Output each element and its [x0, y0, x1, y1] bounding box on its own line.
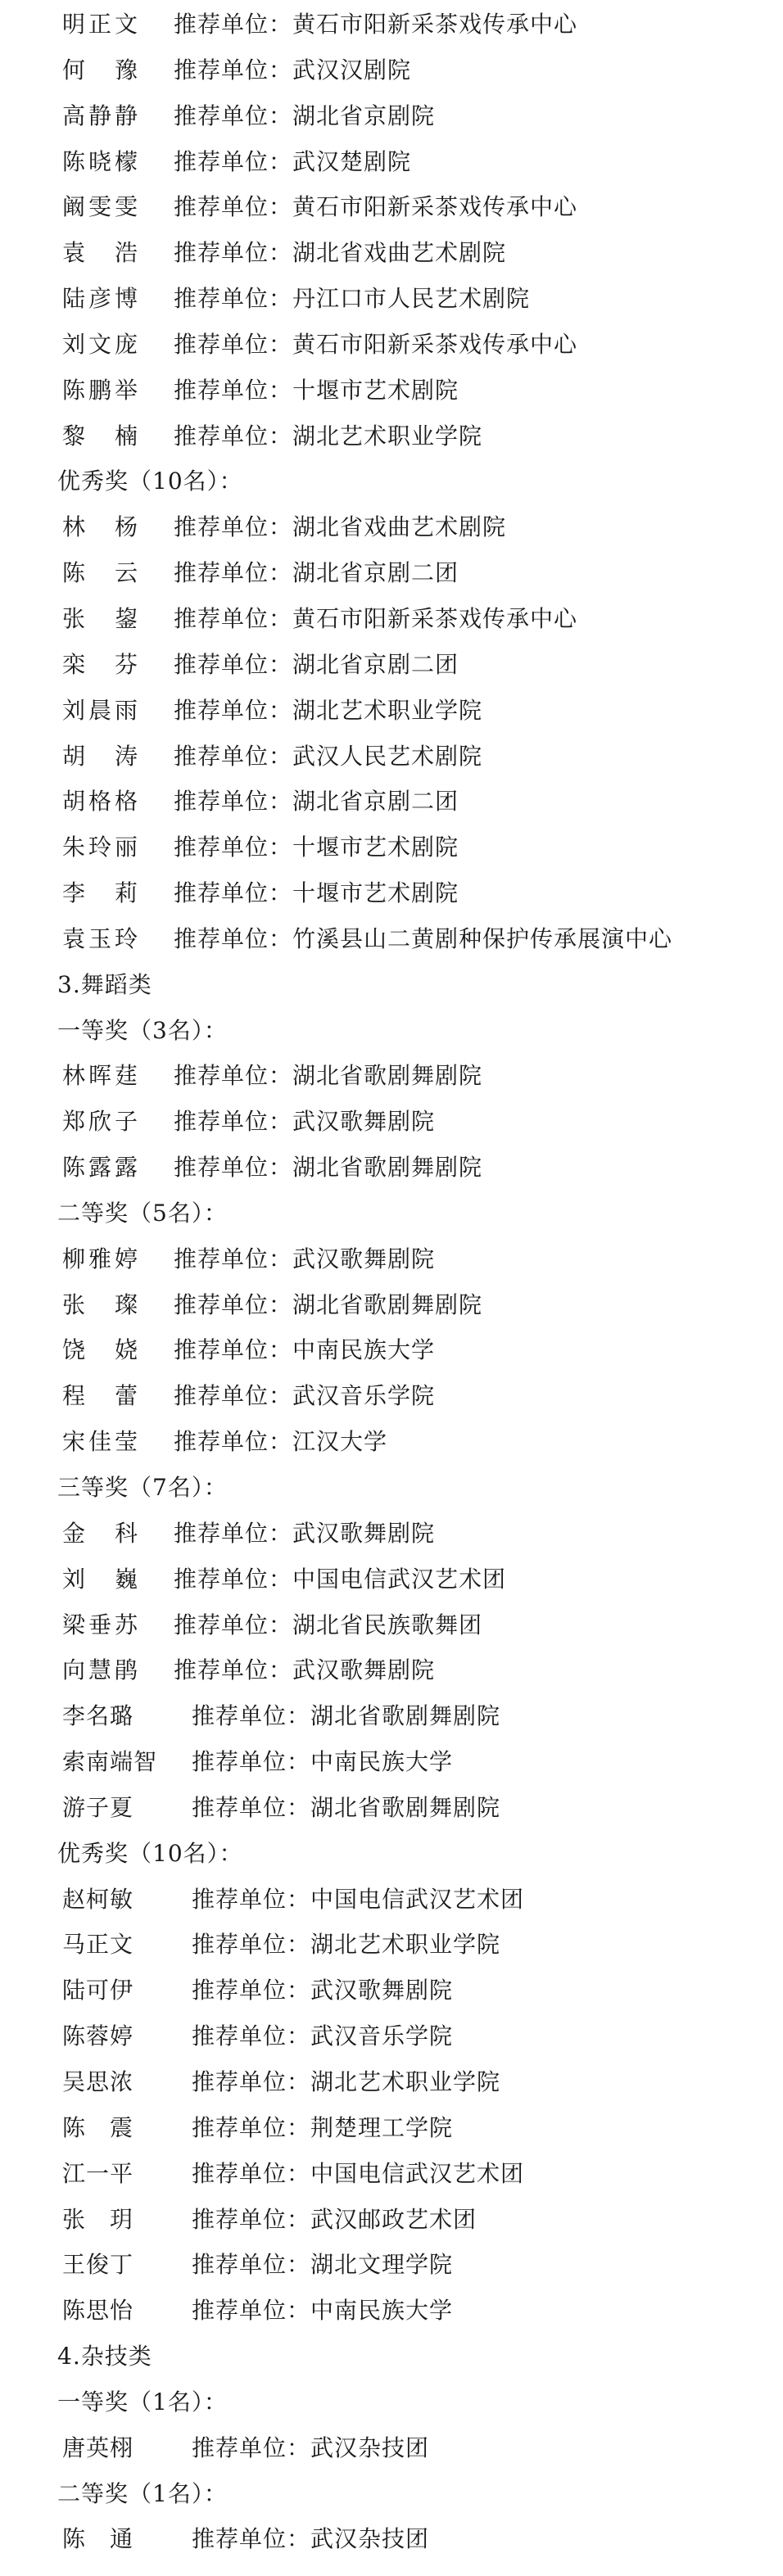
- recommending-unit: 武汉歌舞剧院: [292, 1245, 436, 1272]
- award-entry: [0, 1602, 783, 1648]
- winner-name: 刘文庞: [62, 330, 142, 358]
- award-entry: [0, 2105, 783, 2151]
- section-heading: 一等奖（1名）：: [57, 2388, 228, 2416]
- winner-name: 朱玲丽: [62, 834, 142, 861]
- winner-name: 梁垂苏: [62, 1611, 142, 1638]
- award-entry: [0, 1099, 783, 1145]
- award-entry: [0, 2197, 783, 2243]
- winner-name: 李 莉: [62, 879, 142, 907]
- recommending-unit-label: 推荐单位：: [174, 1519, 293, 1547]
- award-entry: [0, 1785, 783, 1831]
- recommending-unit: 武汉音乐学院: [310, 2022, 454, 2050]
- recommending-unit: 武汉汉剧院: [292, 56, 412, 84]
- recommending-unit-label: 推荐单位：: [174, 1108, 293, 1136]
- section-heading: 二等奖（1名）：: [57, 2479, 228, 2507]
- recommending-unit-label: 推荐单位：: [192, 2068, 311, 2095]
- recommending-unit: 武汉歌舞剧院: [292, 1108, 436, 1136]
- recommending-unit-label: 推荐单位：: [174, 1336, 293, 1364]
- recommending-unit-label: 推荐单位：: [174, 1382, 293, 1410]
- award-entry: [0, 1968, 783, 2013]
- recommending-unit: 湖北艺术职业学院: [292, 422, 483, 450]
- award-entry: [0, 1053, 783, 1099]
- recommending-unit: 黄石市阳新采茶戏传承中心: [292, 193, 578, 221]
- recommending-unit: 武汉歌舞剧院: [292, 1656, 436, 1684]
- recommending-unit: 黄石市阳新采茶戏传承中心: [292, 11, 578, 38]
- winner-name: 刘晨雨: [62, 696, 142, 724]
- recommending-unit-label: 推荐单位：: [174, 696, 293, 724]
- recommending-unit: 湖北省京剧二团: [292, 788, 459, 816]
- recommending-unit: 武汉人民艺术剧院: [292, 742, 483, 770]
- recommending-unit: 中南民族大学: [292, 1336, 436, 1364]
- award-entry: [0, 322, 783, 368]
- award-entry: [0, 779, 783, 825]
- winner-name: 阚雯雯: [62, 193, 142, 221]
- award-entry: [0, 870, 783, 916]
- winner-name: 陆彦博: [62, 285, 142, 313]
- winner-name: 栾 芬: [62, 650, 142, 678]
- recommending-unit-label: 推荐单位：: [174, 239, 293, 267]
- winner-name: 李名璐: [62, 1702, 134, 1730]
- award-entry: [0, 596, 783, 642]
- recommending-unit-label: 推荐单位：: [174, 56, 293, 84]
- winner-name: 张 玥: [62, 2205, 134, 2233]
- recommending-unit-label: 推荐单位：: [192, 2205, 311, 2233]
- award-entry: [0, 139, 783, 185]
- award-entry: [0, 1373, 783, 1419]
- recommending-unit-label: 推荐单位：: [192, 1748, 311, 1776]
- recommending-unit: 湖北艺术职业学院: [310, 1931, 501, 1959]
- recommending-unit-label: 推荐单位：: [192, 2113, 311, 2141]
- award-entry: [0, 2059, 783, 2105]
- recommending-unit-label: 推荐单位：: [192, 2297, 311, 2325]
- recommending-unit-label: 推荐单位：: [192, 2434, 311, 2461]
- award-entry: [0, 414, 783, 459]
- winner-name: 刘 巍: [62, 1565, 142, 1593]
- recommending-unit-label: 推荐单位：: [192, 2022, 311, 2050]
- winner-name: 陈晓檬: [62, 147, 142, 175]
- recommending-unit-label: 推荐单位：: [174, 193, 293, 221]
- recommending-unit: 武汉歌舞剧院: [292, 1519, 436, 1547]
- recommending-unit: 十堰市艺术剧院: [292, 834, 459, 861]
- winner-name: 陈 震: [62, 2113, 134, 2141]
- award-entry: [0, 1739, 783, 1785]
- winner-name: 陆可伊: [62, 1977, 134, 2004]
- recommending-unit: 湖北省歌剧舞剧院: [292, 1154, 483, 1182]
- award-entry: [0, 1419, 783, 1465]
- recommending-unit: 武汉音乐学院: [292, 1382, 436, 1410]
- winner-name: 陈鹏举: [62, 376, 142, 404]
- winner-name: 吴思浓: [62, 2068, 134, 2095]
- winner-name: 向慧鹃: [62, 1656, 142, 1684]
- award-entry: [0, 550, 783, 596]
- award-entry: [0, 1557, 783, 1602]
- award-entry: [0, 642, 783, 688]
- award-entry: [0, 2516, 783, 2562]
- recommending-unit: 湖北省京剧二团: [292, 559, 459, 587]
- recommending-unit: 荆楚理工学院: [310, 2113, 454, 2141]
- award-entry: [0, 2288, 783, 2334]
- winner-name: 明正文: [62, 11, 142, 38]
- recommending-unit: 武汉邮政艺术团: [310, 2205, 477, 2233]
- recommending-unit-label: 推荐单位：: [174, 1656, 293, 1684]
- recommending-unit: 黄石市阳新采茶戏传承中心: [292, 604, 578, 632]
- recommending-unit-label: 推荐单位：: [174, 834, 293, 861]
- recommending-unit-label: 推荐单位：: [192, 2159, 311, 2187]
- winner-name: 胡格格: [62, 788, 142, 816]
- award-entry: [0, 1236, 783, 1282]
- winner-name: 柳雅婷: [62, 1245, 142, 1272]
- winner-name: 张 璨: [62, 1290, 142, 1318]
- award-entry: [0, 2425, 783, 2471]
- section-heading: 优秀奖（10名）：: [57, 1839, 243, 1867]
- winner-name: 陈 云: [62, 559, 142, 587]
- recommending-unit: 湖北省戏曲艺术剧院: [292, 239, 507, 267]
- recommending-unit-label: 推荐单位：: [192, 1885, 311, 1913]
- recommending-unit: 武汉楚剧院: [292, 147, 412, 175]
- recommending-unit: 中国电信武汉艺术团: [310, 2159, 525, 2187]
- winner-name: 江一平: [62, 2159, 134, 2187]
- recommending-unit-label: 推荐单位：: [174, 285, 293, 313]
- recommending-unit: 湖北艺术职业学院: [292, 696, 483, 724]
- recommending-unit-label: 推荐单位：: [174, 559, 293, 587]
- winner-name: 袁玉玲: [62, 924, 142, 952]
- winner-name: 唐英栩: [62, 2434, 134, 2461]
- recommending-unit: 湖北艺术职业学院: [310, 2068, 501, 2095]
- recommending-unit-label: 推荐单位：: [192, 2251, 311, 2279]
- recommending-unit: 中南民族大学: [310, 2297, 454, 2325]
- award-entry: [0, 2, 783, 47]
- recommending-unit: 湖北省戏曲艺术剧院: [292, 513, 507, 541]
- winner-name: 陈蓉婷: [62, 2022, 134, 2050]
- winner-name: 马正文: [62, 1931, 134, 1959]
- award-entry: [0, 2151, 783, 2197]
- recommending-unit: 武汉歌舞剧院: [310, 1977, 454, 2004]
- winner-name: 何 豫: [62, 56, 142, 84]
- winner-name: 高静静: [62, 102, 142, 129]
- recommending-unit: 湖北省民族歌舞团: [292, 1611, 483, 1638]
- recommending-unit: 湖北省京剧院: [292, 102, 436, 129]
- winner-name: 林晖莛: [62, 1062, 142, 1090]
- recommending-unit: 竹溪县山二黄剧种保护传承展演中心: [292, 924, 673, 952]
- recommending-unit-label: 推荐单位：: [192, 2525, 311, 2553]
- award-entry: [0, 1511, 783, 1557]
- section-heading: 一等奖（3名）：: [57, 1016, 228, 1044]
- recommending-unit: 湖北省歌剧舞剧院: [292, 1062, 483, 1090]
- recommending-unit: 中南民族大学: [310, 1748, 454, 1776]
- recommending-unit: 十堰市艺术剧院: [292, 879, 459, 907]
- recommending-unit-label: 推荐单位：: [174, 147, 293, 175]
- recommending-unit-label: 推荐单位：: [174, 1428, 293, 1456]
- recommending-unit: 黄石市阳新采茶戏传承中心: [292, 330, 578, 358]
- recommending-unit-label: 推荐单位：: [174, 330, 293, 358]
- award-entry: [0, 1922, 783, 1968]
- recommending-unit-label: 推荐单位：: [174, 1062, 293, 1090]
- recommending-unit-label: 推荐单位：: [174, 1290, 293, 1318]
- award-entry: [0, 734, 783, 780]
- recommending-unit-label: 推荐单位：: [174, 513, 293, 541]
- recommending-unit-label: 推荐单位：: [174, 1611, 293, 1638]
- recommending-unit-label: 推荐单位：: [174, 879, 293, 907]
- recommending-unit-label: 推荐单位：: [174, 742, 293, 770]
- section-heading: 二等奖（5名）：: [57, 1199, 228, 1227]
- recommending-unit-label: 推荐单位：: [174, 102, 293, 129]
- award-entry: [0, 1877, 783, 1923]
- section-heading: 三等奖（7名）：: [57, 1474, 228, 1501]
- award-entry: [0, 368, 783, 414]
- winner-name: 金 科: [62, 1519, 142, 1547]
- winner-name: 张 鋆: [62, 604, 142, 632]
- award-entry: [0, 93, 783, 139]
- recommending-unit: 十堰市艺术剧院: [292, 376, 459, 404]
- award-entry: [0, 688, 783, 734]
- recommending-unit-label: 推荐单位：: [174, 376, 293, 404]
- recommending-unit: 湖北省京剧二团: [292, 650, 459, 678]
- winner-name: 袁 浩: [62, 239, 142, 267]
- winner-name: 游子夏: [62, 1793, 134, 1821]
- award-entry: [0, 276, 783, 322]
- award-entry: [0, 1282, 783, 1328]
- recommending-unit: 中国电信武汉艺术团: [292, 1565, 507, 1593]
- recommending-unit: 中国电信武汉艺术团: [310, 1885, 525, 1913]
- award-entry: [0, 825, 783, 870]
- award-entry: [0, 1693, 783, 1739]
- winner-name: 陈露露: [62, 1154, 142, 1182]
- winner-name: 陈思怡: [62, 2297, 134, 2325]
- winner-name: 程 蕾: [62, 1382, 142, 1410]
- recommending-unit-label: 推荐单位：: [174, 924, 293, 952]
- award-entry: [0, 184, 783, 230]
- recommending-unit-label: 推荐单位：: [174, 604, 293, 632]
- winner-name: 饶 娆: [62, 1336, 142, 1364]
- recommending-unit: 湖北文理学院: [310, 2251, 454, 2279]
- award-entry: [0, 1327, 783, 1373]
- section-heading: 优秀奖（10名）：: [57, 468, 243, 495]
- winner-name: 胡 涛: [62, 742, 142, 770]
- winner-name: 王俊丁: [62, 2251, 134, 2279]
- recommending-unit-label: 推荐单位：: [174, 1565, 293, 1593]
- recommending-unit-label: 推荐单位：: [174, 422, 293, 450]
- award-entry: [0, 1647, 783, 1693]
- winner-name: 陈 通: [62, 2525, 134, 2553]
- recommending-unit-label: 推荐单位：: [174, 1154, 293, 1182]
- winner-name: 索南端智: [62, 1748, 158, 1776]
- award-entry: [0, 504, 783, 550]
- recommending-unit-label: 推荐单位：: [192, 1793, 311, 1821]
- recommending-unit: 湖北省歌剧舞剧院: [292, 1290, 483, 1318]
- winner-name: 郑欣子: [62, 1108, 142, 1136]
- section-heading: 4.杂技类: [57, 2343, 152, 2370]
- recommending-unit: 湖北省歌剧舞剧院: [310, 1793, 501, 1821]
- winner-name: 黎 楠: [62, 422, 142, 450]
- winner-name: 林 杨: [62, 513, 142, 541]
- recommending-unit: 江汉大学: [292, 1428, 388, 1456]
- recommending-unit-label: 推荐单位：: [174, 788, 293, 816]
- winner-name: 宋佳莹: [62, 1428, 142, 1456]
- recommending-unit: 丹江口市人民艺术剧院: [292, 285, 531, 313]
- winner-name: 赵柯敏: [62, 1885, 134, 1913]
- award-entry: [0, 2242, 783, 2288]
- recommending-unit: 武汉杂技团: [310, 2434, 430, 2461]
- award-entry: [0, 916, 783, 962]
- award-entry: [0, 1145, 783, 1191]
- recommending-unit: 武汉杂技团: [310, 2525, 430, 2553]
- recommending-unit-label: 推荐单位：: [192, 1977, 311, 2004]
- recommending-unit-label: 推荐单位：: [192, 1702, 311, 1730]
- award-entry: [0, 230, 783, 276]
- recommending-unit-label: 推荐单位：: [174, 1245, 293, 1272]
- recommending-unit-label: 推荐单位：: [174, 650, 293, 678]
- recommending-unit: 湖北省歌剧舞剧院: [310, 1702, 501, 1730]
- recommending-unit-label: 推荐单位：: [174, 11, 293, 38]
- section-heading: 3.舞蹈类: [57, 970, 152, 998]
- award-entry: [0, 2013, 783, 2059]
- award-entry: [0, 47, 783, 93]
- recommending-unit-label: 推荐单位：: [192, 1931, 311, 1959]
